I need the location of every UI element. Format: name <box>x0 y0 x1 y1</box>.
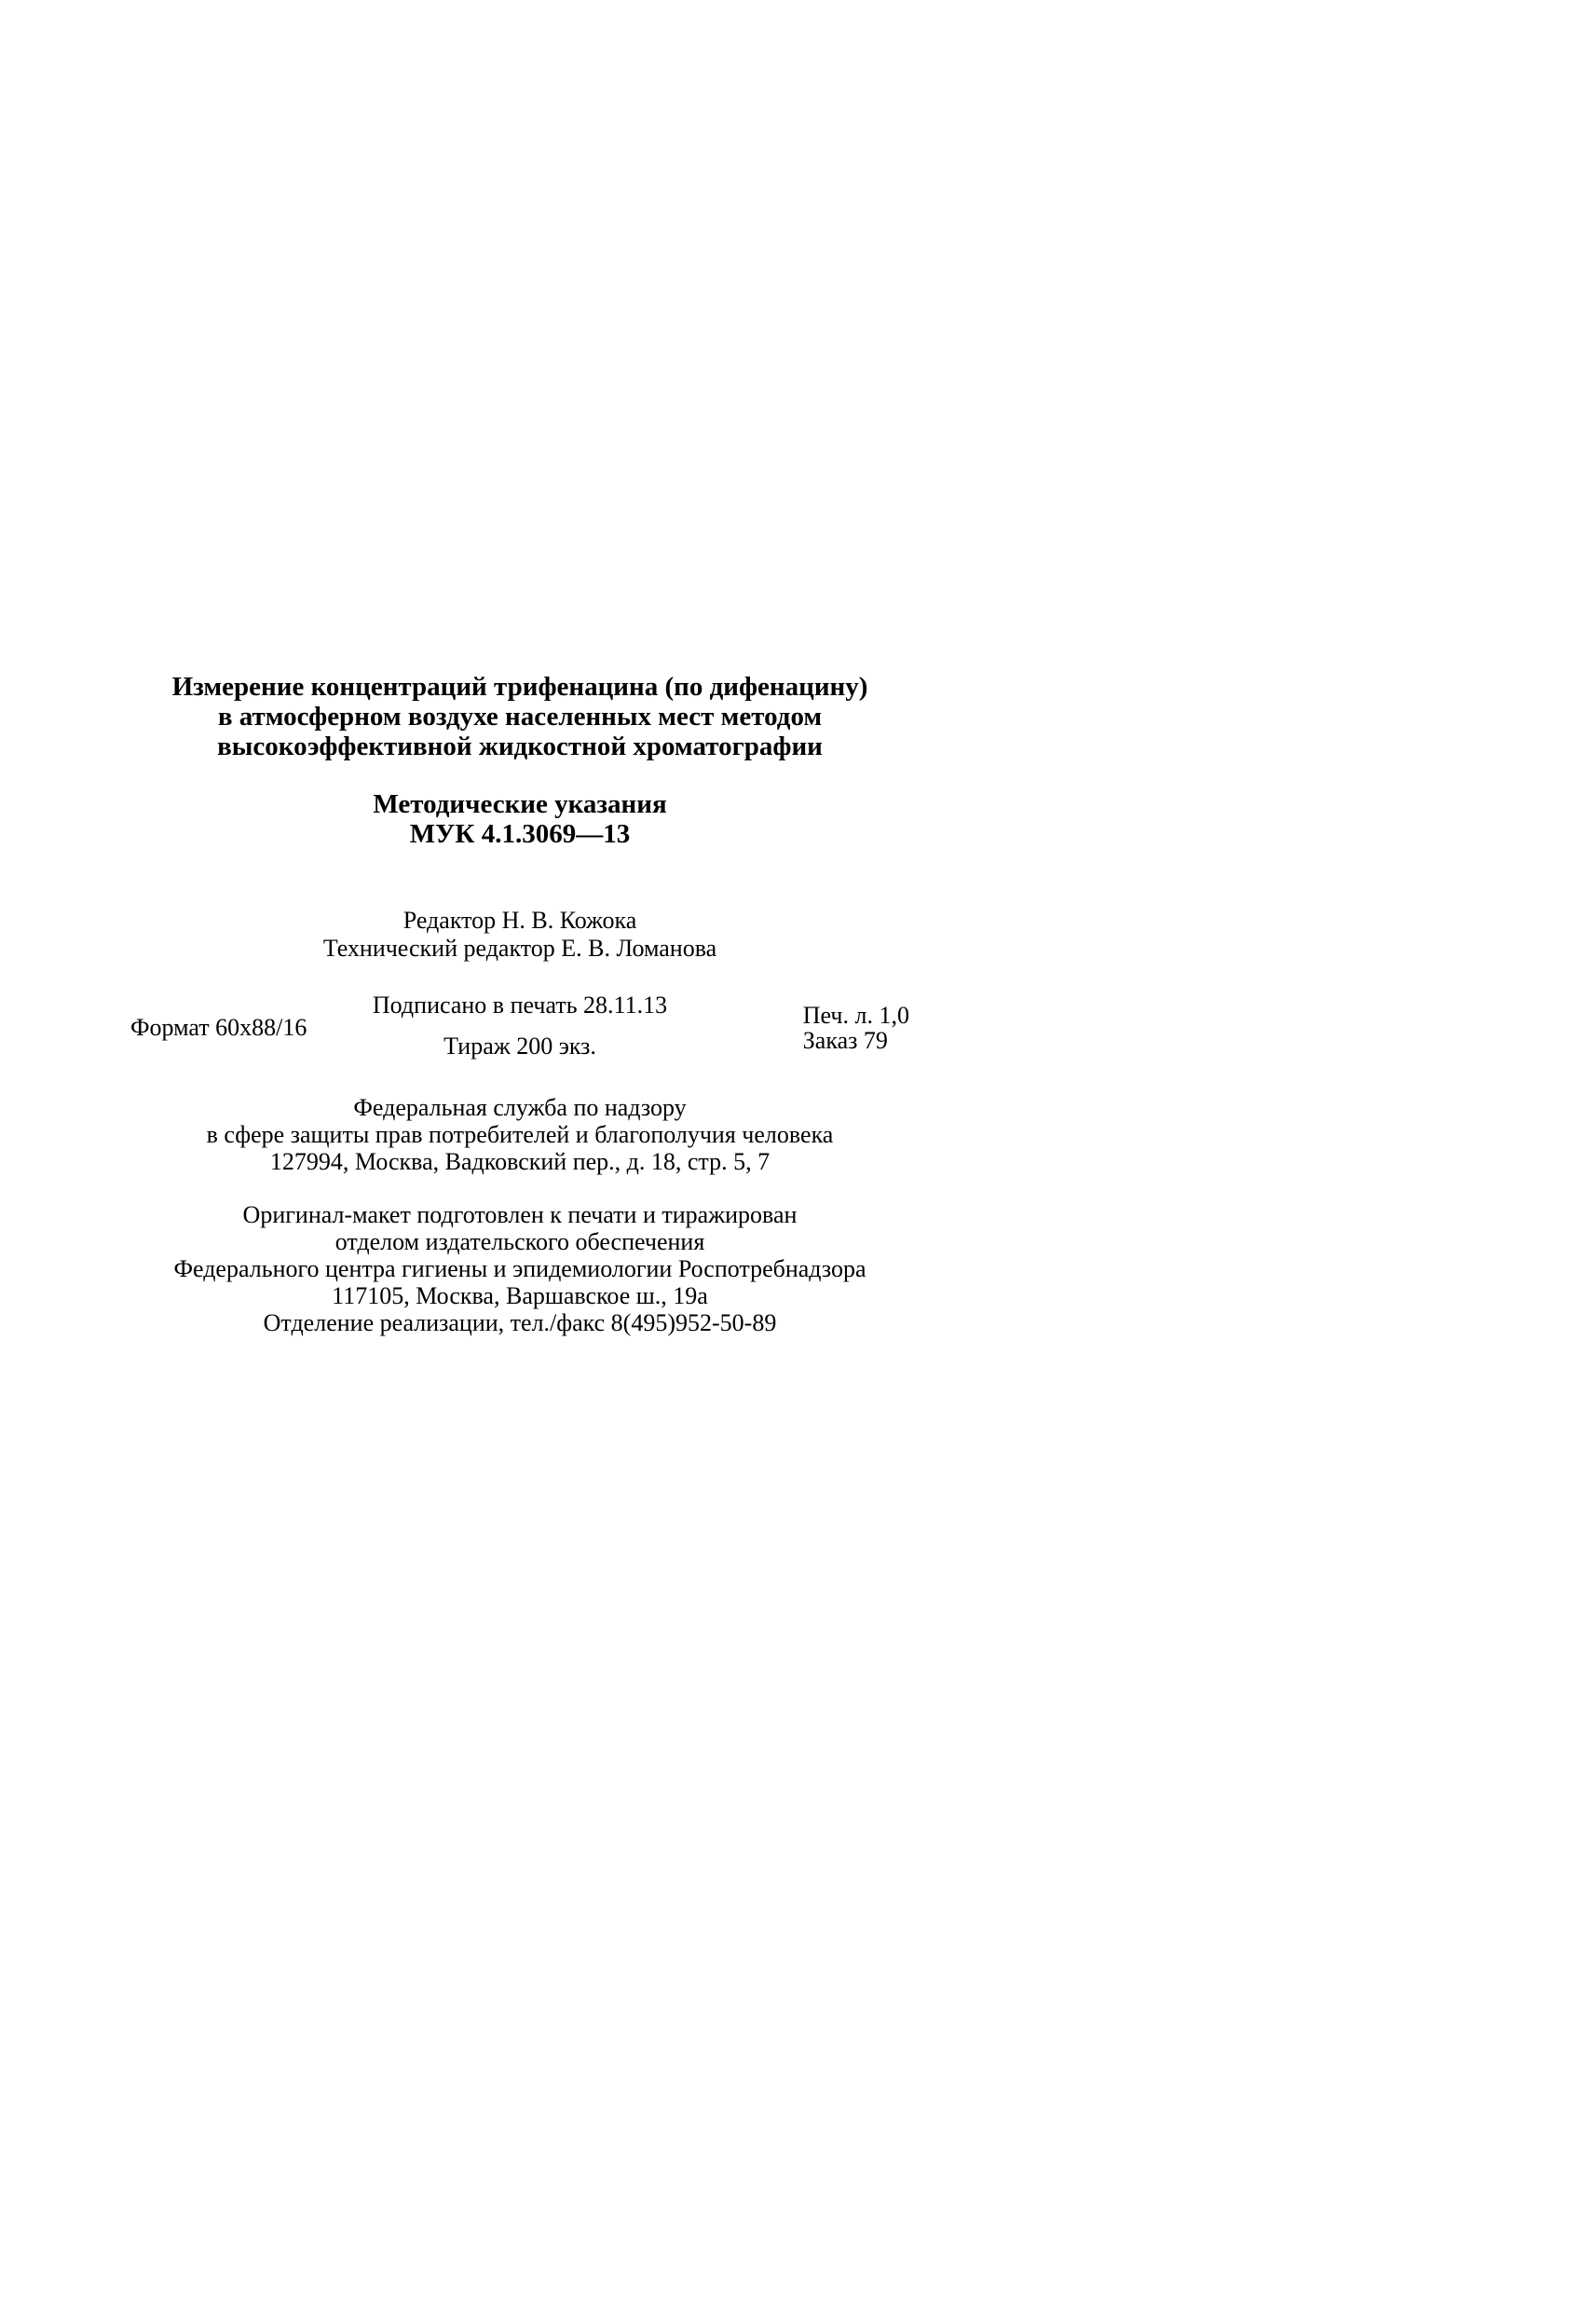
production-line: Оригинал-макет подготовлен к печати и тиражирован <box>242 1201 798 1228</box>
technical-editor-line: Технический редактор Е. В. Ломанова <box>322 934 717 962</box>
document-number: МУК 4.1.3069—13 <box>409 818 631 849</box>
publisher-address: 127994, Москва, Вадковский пер., д. 18, стр. 5, 7 <box>269 1147 771 1175</box>
production-address: 117105, Москва, Варшавское ш., 19а <box>332 1282 708 1310</box>
print-format: Формат 60х88/16 <box>130 1013 307 1041</box>
editors-block <box>130 907 909 961</box>
publisher-block <box>130 1094 909 1175</box>
sales-contact: Отделение реализации, тел./факс 8(495)952-50-89 <box>263 1309 777 1337</box>
signed-to-print: Подписано в печать 28.11.13 <box>372 991 668 1019</box>
publisher-line: в сфере защиты прав потребителей и благополучия человека <box>206 1120 834 1148</box>
subtitle-line: Методические указания <box>373 788 667 819</box>
publisher-line: Федеральная служба по надзору <box>353 1093 687 1121</box>
document-subtitle <box>130 790 909 850</box>
production-line: отделом издательского обеспечения <box>334 1228 705 1256</box>
production-block <box>130 1201 909 1337</box>
document-title <box>130 673 909 762</box>
colophon-content <box>130 673 909 1337</box>
title-line: высокоэффективной жидкостной хроматографии <box>217 731 823 761</box>
circulation: Тираж 200 экз. <box>443 1032 596 1060</box>
order-number: Заказ 79 <box>802 1026 888 1054</box>
title-line: Измерение концентраций трифенацина (по дифенацину) <box>171 672 868 702</box>
editor-line: Редактор Н. В. Кожока <box>402 907 637 935</box>
print-info-block <box>130 991 909 1060</box>
printed-sheets: Печ. л. 1,0 <box>802 1001 909 1029</box>
title-line: в атмосферном воздухе населенных мест методом <box>217 701 823 732</box>
production-line: Федерального центра гигиены и эпидемиологии Роспотребнадзора <box>173 1255 866 1283</box>
